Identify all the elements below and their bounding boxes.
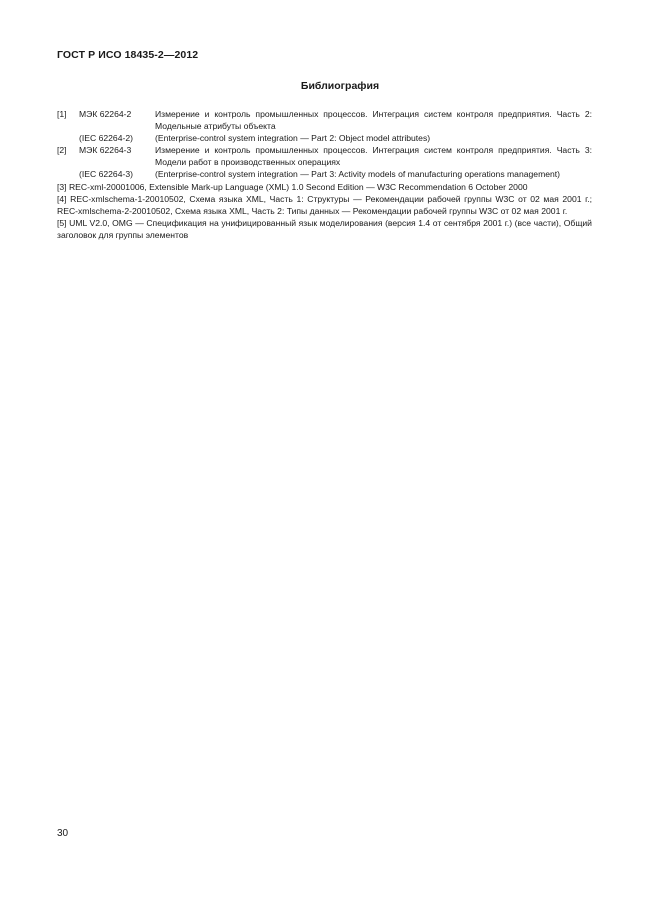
bibliography-entry-1 <box>57 108 592 132</box>
bibliography-list <box>57 108 592 241</box>
section-title: Библиография <box>300 80 380 92</box>
entry-original-code: (IEC 62264-2) <box>79 133 133 144</box>
page-number: 30 <box>57 828 69 839</box>
bibliography-entry-1-original <box>57 132 592 144</box>
bibliography-entry-2-original <box>57 168 592 180</box>
entry-number: [1] <box>57 109 67 119</box>
bibliography-entry-5: [5] UML V2.0, OMG — Спецификация на унифицированный язык моделирования (версия 1.4 от сентября 2001 г.) (все части), Общий заголовок для группы элементов <box>57 217 592 240</box>
entry-description: Измерение и контроль промышленных процессов. Интеграция систем контроля предприятия. Часть 2: Модельные атрибуты объекта <box>155 109 592 132</box>
bibliography-entry-4: [4] REC-xmlschema-1-20010502, Схема языка XML, Часть 1: Структуры — Рекомендации рабочей группы W3C от 02 мая 2001 г.; REC-xmlschema-2-20010502, Схема языка XML, Часть 2: Типы данных — Рекомендации рабочей группы W3C от 02 мая 2001 г. <box>57 193 592 216</box>
entry-original-description: (Enterprise-control system integration — Part 2: Object model attributes) <box>155 133 431 144</box>
entry-standard-code: МЭК 62264-3 <box>79 145 132 156</box>
bibliography-entry-3: [3] REC-xml-20001006, Extensible Mark-up Language (XML) 1.0 Second Edition — W3C Recommendation 6 October 2000 <box>57 181 528 192</box>
entry-original-code: (IEC 62264-3) <box>79 169 133 180</box>
entry-description: Измерение и контроль промышленных процессов. Интеграция систем контроля предприятия. Часть 3: Модели работ в производственных операциях <box>155 145 592 168</box>
entry-standard-code: МЭК 62264-2 <box>79 109 132 119</box>
entry-original-description: (Enterprise-control system integration — Part 3: Activity models of manufacturing operations management) <box>155 169 561 180</box>
document-code-header: ГОСТ Р ИСО 18435-2—2012 <box>57 49 199 61</box>
bibliography-entry-2 <box>57 144 592 168</box>
entry-number: [2] <box>57 145 67 156</box>
